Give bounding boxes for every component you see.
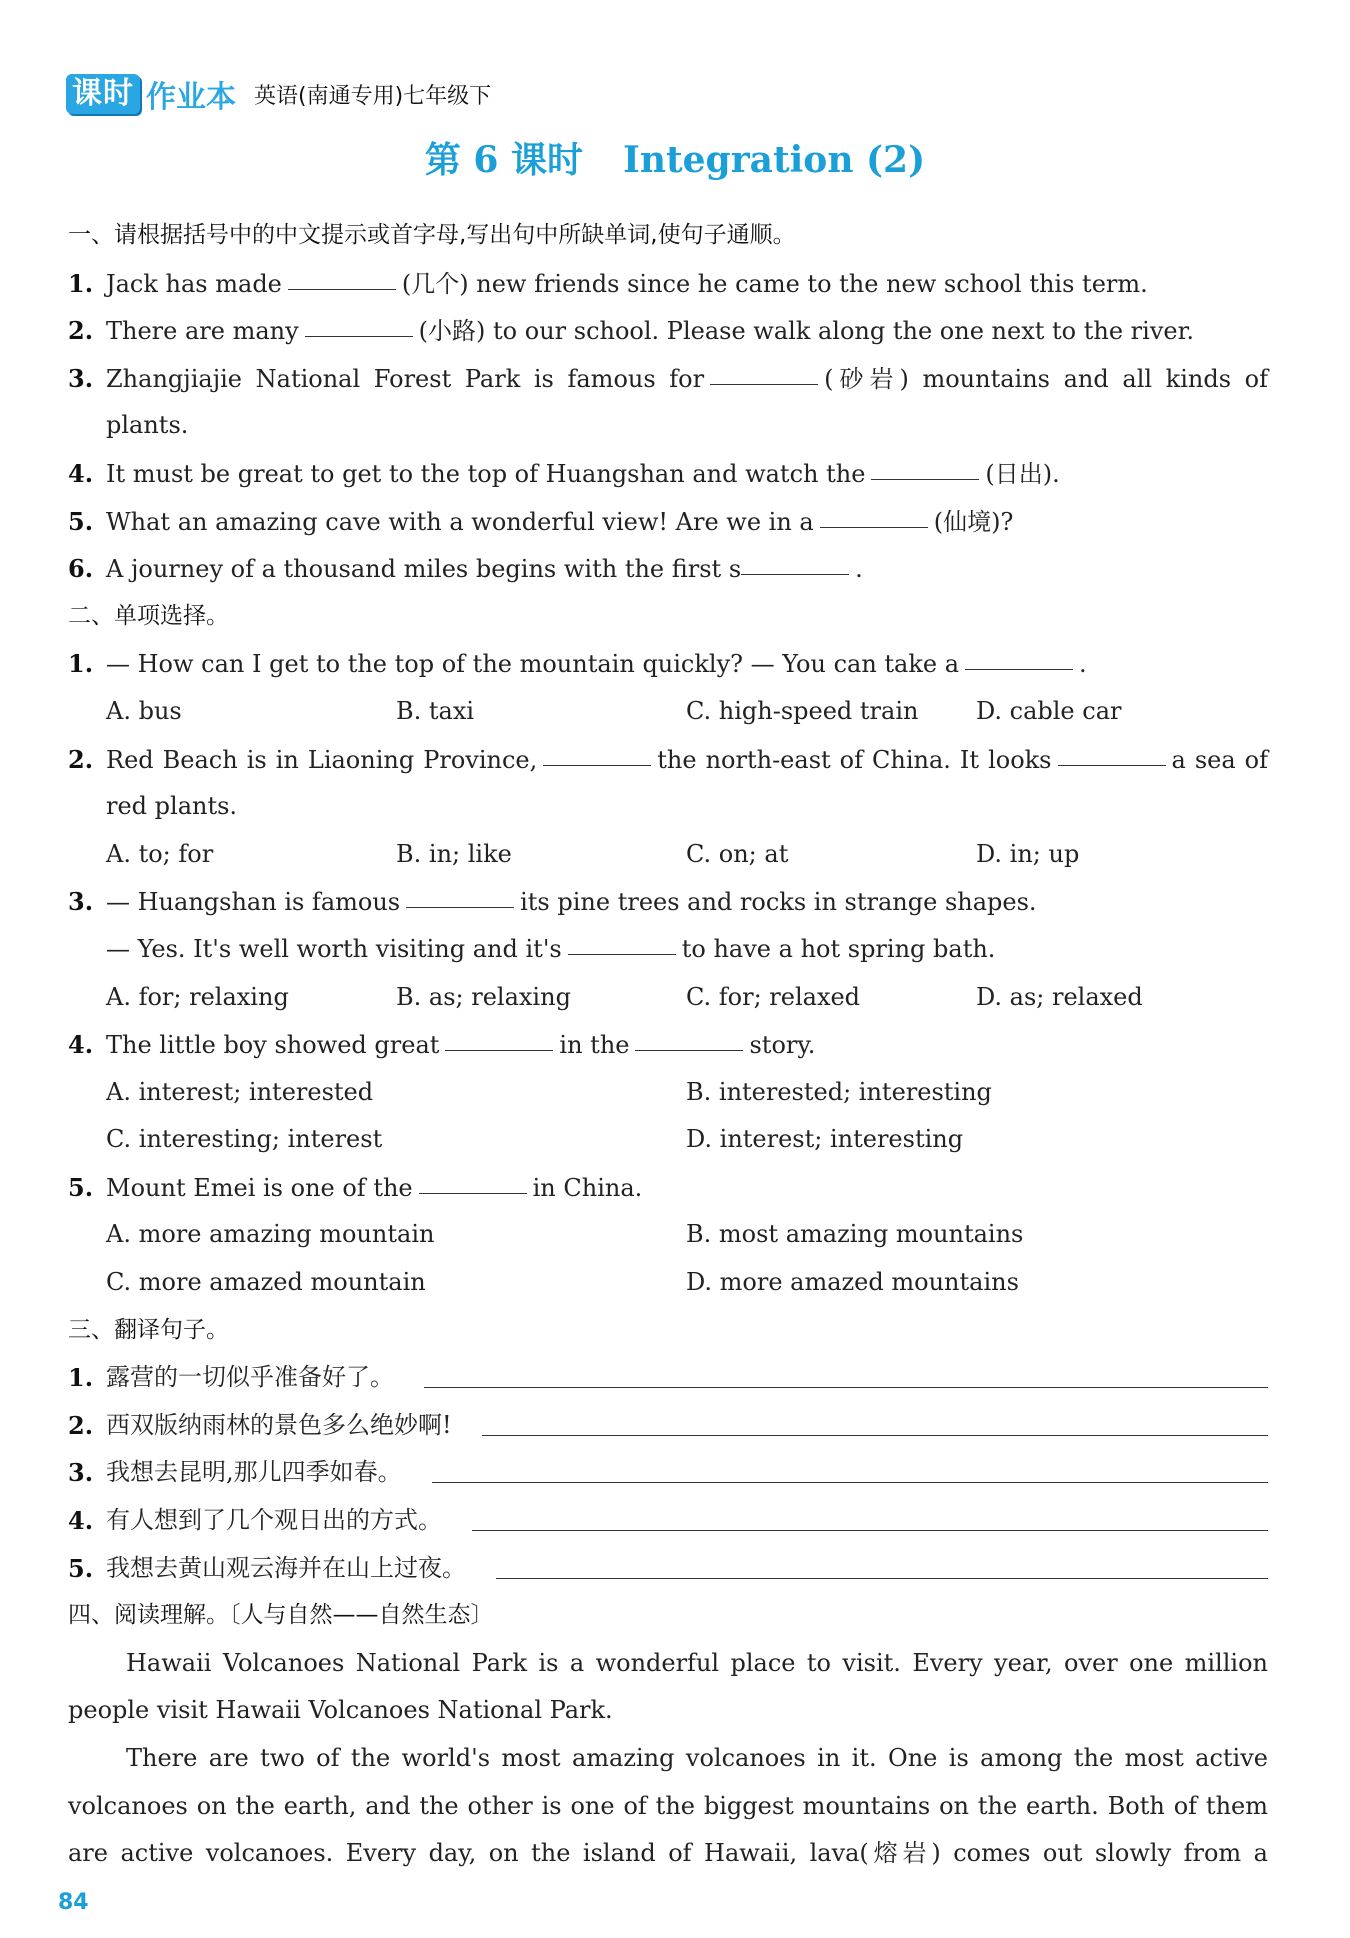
item-text: Mount Emei is one of the (106, 1173, 413, 1202)
option-b[interactable]: B. in; like (396, 839, 512, 868)
worksheet-body (68, 212, 1268, 1878)
s1-item-4 (68, 450, 1268, 498)
s2-q3-cont (68, 926, 1268, 974)
item-text: 西双版纳雨林的景色多么绝妙啊! (106, 1410, 452, 1439)
s2-q2-cont: red plants. (106, 792, 238, 821)
option-a[interactable]: A. more amazing mountain (106, 1220, 435, 1249)
lesson-title (0, 132, 1350, 183)
item-text: (仙境)? (933, 507, 1014, 536)
item-number: 2. (68, 744, 94, 774)
item-text: Zhangjiajie National Forest Park is famous for (106, 364, 705, 393)
s3-item-2 (68, 1402, 1268, 1450)
section-1-title: 一、请根据括号中的中文提示或首字母,写出句中所缺单词,使句子通顺。 (68, 222, 796, 248)
option-a[interactable]: A. bus (106, 696, 182, 725)
s2-q3 (68, 878, 1268, 926)
s2-q1 (68, 640, 1268, 688)
item-number: 5. (68, 1553, 94, 1583)
option-c[interactable]: C. interesting; interest (106, 1125, 383, 1154)
item-number: 4. (68, 458, 94, 488)
item-text: . (855, 555, 863, 584)
item-text: the north-east of China. It looks (657, 745, 1052, 774)
translation-line[interactable] (496, 1577, 1268, 1579)
option-d[interactable]: D. cable car (976, 696, 1122, 725)
item-text: 我想去黄山观云海并在山上过夜。 (106, 1553, 466, 1582)
item-text: in the (559, 1031, 630, 1060)
item-text: The little boy showed great (106, 1031, 440, 1060)
item-number: 1. (68, 649, 94, 679)
item-text: to have a hot spring bath. (681, 934, 996, 963)
answer-blank[interactable] (635, 1049, 743, 1051)
answer-blank[interactable] (445, 1049, 553, 1051)
item-number: 3. (68, 887, 94, 917)
answer-blank[interactable] (820, 526, 928, 528)
item-number: 5. (68, 506, 94, 536)
answer-blank[interactable] (419, 1192, 527, 1194)
s2-q5-options-cd (68, 1259, 1268, 1307)
item-text: story. (749, 1031, 816, 1060)
item-text: (砂岩) mountains and all kinds of (824, 364, 1268, 393)
answer-blank[interactable] (305, 335, 413, 337)
page-number: 84 (58, 1890, 89, 1915)
option-d[interactable]: D. in; up (976, 839, 1080, 868)
item-text: 我想去昆明,那儿四季如春。 (106, 1458, 402, 1487)
answer-blank[interactable] (406, 906, 514, 908)
item-text: It must be great to get to the top of Huangshan and watch the (106, 459, 866, 488)
reading-p1-line2: people visit Hawaii Volcanoes National Park. (68, 1696, 613, 1725)
option-c[interactable]: C. high-speed train (686, 696, 919, 725)
translation-line[interactable] (472, 1529, 1268, 1531)
item-text: A journey of a thousand miles begins with the first s (106, 555, 742, 584)
answer-blank[interactable] (543, 764, 651, 766)
item-text: 露营的一切似乎准备好了。 (106, 1363, 394, 1392)
option-d[interactable]: D. as; relaxed (976, 982, 1143, 1011)
option-b[interactable]: B. interested; interesting (686, 1077, 992, 1106)
section-3-title: 三、翻译句子。 (68, 1316, 229, 1343)
section-4-title: 四、阅读理解。〔人与自然——自然生态〕 (68, 1602, 494, 1629)
item-number: 2. (68, 1410, 94, 1440)
item-number: 5. (68, 1172, 94, 1202)
translation-line[interactable] (482, 1434, 1268, 1436)
s2-q4 (68, 1021, 1268, 1069)
lesson-name: Integration (2) (622, 139, 926, 181)
s2-q4-options-cd (68, 1116, 1268, 1164)
section-2-title: 二、单项选择。 (68, 602, 229, 629)
series-logo: 课时 (66, 74, 140, 114)
item-text: a sea of (1171, 745, 1269, 774)
option-b[interactable]: B. most amazing mountains (686, 1220, 1024, 1249)
s3-item-3 (68, 1449, 1268, 1497)
item-text: Jack has made (106, 269, 282, 298)
option-c[interactable]: C. more amazed mountain (106, 1268, 426, 1297)
reading-p2-line2: volcanoes on the earth, and the other is one of the biggest mountains on the earth. Both of them (68, 1791, 1268, 1820)
s1-item-2 (68, 307, 1268, 355)
item-text: (几个) new friends since he came to the new school this term. (401, 269, 1148, 298)
s1-item-5 (68, 498, 1268, 546)
item-text: — Huangshan is famous (106, 888, 401, 917)
item-text: . (1079, 650, 1087, 679)
item-text: — Yes. It's well worth visiting and it's (106, 934, 562, 963)
option-a[interactable]: A. interest; interested (106, 1077, 374, 1106)
option-b[interactable]: B. as; relaxing (396, 982, 571, 1011)
item-text: What an amazing cave with a wonderful view! Are we in a (106, 507, 814, 536)
item-text: Red Beach is in Liaoning Province, (106, 745, 538, 774)
item-text: (小路) to our school. Please walk along the one next to the river. (418, 317, 1195, 346)
option-b[interactable]: B. taxi (396, 696, 475, 725)
s2-q2 (68, 736, 1268, 784)
s2-q5 (68, 1164, 1268, 1212)
item-text: — How can I get to the top of the mountain quickly? — You can take a (106, 650, 960, 679)
lesson-number: 第 6 课时 (424, 139, 583, 181)
item-number: 3. (68, 1458, 94, 1488)
s2-q4-options-ab (68, 1069, 1268, 1117)
reading-p1-line1: Hawaii Volcanoes National Park is a wonderful place to visit. Every year, over one million (126, 1648, 1268, 1677)
item-number: 3. (68, 363, 94, 393)
item-number: 1. (68, 268, 94, 298)
answer-blank[interactable] (871, 478, 979, 480)
reading-p2-line3: are active volcanoes. Every day, on the island of Hawaii, lava(熔岩) comes out slowly from a (68, 1839, 1268, 1868)
option-c[interactable]: C. for; relaxed (686, 982, 861, 1011)
item-text: There are many (106, 317, 299, 346)
reading-p2-line1: There are two of the world's most amazing volcanoes in it. One is among the most active (126, 1744, 1268, 1772)
answer-blank[interactable] (568, 953, 676, 955)
answer-blank[interactable] (710, 383, 818, 385)
option-a[interactable]: A. for; relaxing (106, 982, 289, 1011)
item-number: 1. (68, 1363, 94, 1393)
answer-blank[interactable] (288, 288, 396, 290)
translation-line[interactable] (424, 1386, 1268, 1388)
item-number: 6. (68, 554, 94, 584)
item-text: its pine trees and rocks in strange shapes. (520, 888, 1037, 917)
option-d[interactable]: D. more amazed mountains (686, 1268, 1019, 1297)
item-text: (日出). (985, 459, 1060, 488)
item-number: 4. (68, 1506, 94, 1536)
option-c[interactable]: C. on; at (686, 839, 789, 868)
answer-blank[interactable] (1058, 764, 1166, 766)
item-number: 2. (68, 316, 94, 346)
item-text: 有人想到了几个观日出的方式。 (106, 1506, 442, 1535)
answer-blank[interactable] (965, 668, 1073, 670)
s2-q1-options (68, 688, 1268, 736)
s3-item-1 (68, 1354, 1268, 1402)
option-d[interactable]: D. interest; interesting (686, 1125, 964, 1154)
page-header (66, 72, 491, 116)
s3-item-5 (68, 1545, 1268, 1593)
s2-q3-options (68, 974, 1268, 1022)
s1-item-3 (68, 355, 1268, 403)
s1-item-6 (68, 545, 1268, 593)
option-a[interactable]: A. to; for (106, 839, 214, 868)
answer-blank[interactable] (741, 573, 849, 575)
book-title: 英语(南通专用)七年级下 (254, 83, 492, 109)
translation-line[interactable] (432, 1481, 1268, 1483)
s2-q5-options-ab (68, 1211, 1268, 1259)
s1-item-1 (68, 260, 1268, 308)
s3-item-4 (68, 1497, 1268, 1545)
s1-item-3-cont: plants. (106, 411, 189, 440)
item-text: in China. (532, 1173, 643, 1202)
series-logo-text: 作业本 (146, 80, 236, 115)
item-number: 4. (68, 1030, 94, 1060)
s2-q2-options (68, 831, 1268, 879)
